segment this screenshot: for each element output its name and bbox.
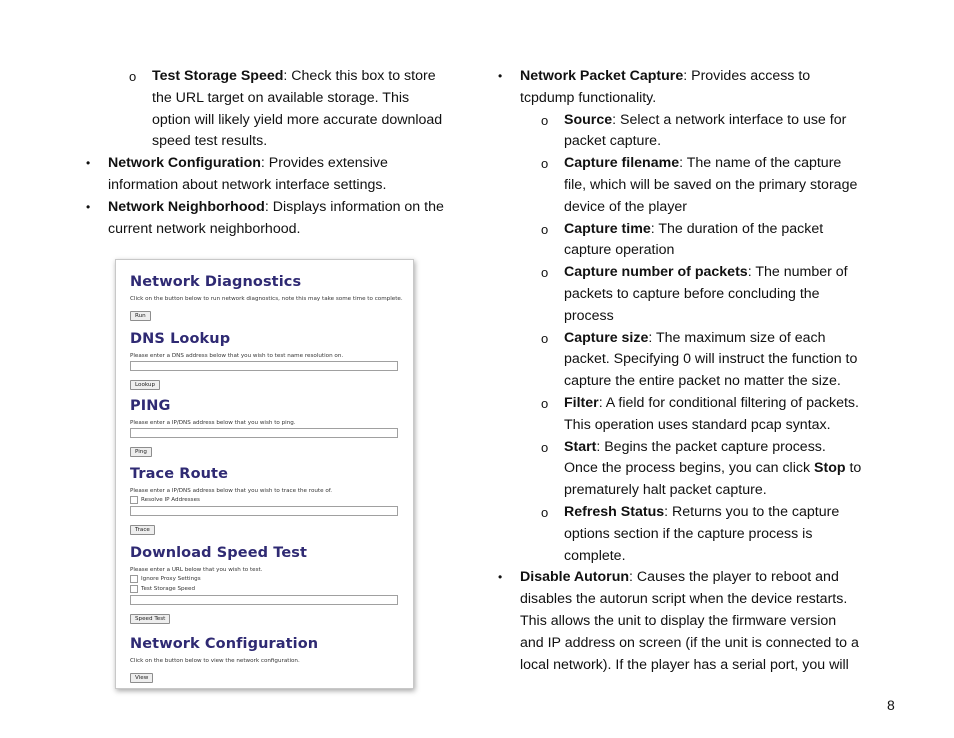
right-column: [498, 66, 878, 676]
dns-section: DNS Lookup Please enter a DNS address below that you wish to test name resolution on. Lookup: [130, 331, 400, 390]
netconf-section: Network Configuration Click on the button below to view the network configuration. View: [130, 636, 400, 683]
view-button[interactable]: View: [130, 673, 153, 683]
list-item: • Disable Autorun: Causes the player to reboot and disables the autorun script when the device restarts. This allows the unit to display the firmware version and IP address on screen (if the unit is connected to a local network). If the player has a serial port, you will: [498, 569, 859, 673]
run-button[interactable]: Run: [130, 311, 151, 321]
bullet: •: [86, 156, 91, 171]
left-column: [86, 66, 466, 240]
list-item: o Capture number of packets: The number of packets to capture before concluding the process: [541, 264, 848, 324]
url-input[interactable]: [130, 595, 398, 605]
sub-bullet: o: [129, 69, 137, 84]
section-title: DNS Lookup: [130, 331, 231, 347]
resolve-ip-checkbox[interactable]: Resolve IP Addresses: [130, 496, 400, 504]
bullet: •: [498, 69, 503, 83]
diag-section: Network Diagnostics Click on the button below to run network diagnostics, note this may take some time to complete. Run: [130, 274, 403, 319]
sub-bullet: o: [541, 265, 549, 281]
speed-test-button[interactable]: Speed Test: [130, 614, 170, 624]
list-item: o Capture filename: The name of the capture file, which will be saved on the primary storage device of the player: [541, 155, 858, 215]
dns-input[interactable]: [130, 361, 398, 371]
checkbox-icon[interactable]: [130, 575, 138, 583]
list-item: o Test Storage Speed: Check this box to store the URL target on available storage. This option will likely yield more accurate download speed test results.: [129, 68, 443, 150]
sub-bullet: o: [541, 112, 549, 128]
sub-bullet: o: [541, 221, 549, 237]
section-title: Network Configuration: [130, 636, 319, 652]
ping-section: PING Please enter a IP/DNS address below that you wish to ping. Ping: [130, 398, 400, 457]
section-title: Network Diagnostics: [130, 274, 302, 290]
trace-section: Trace Route Please enter a IP/DNS address below that you wish to trace the route of. Resolve IP Addresses Trace: [130, 466, 400, 535]
sub-bullet: o: [541, 330, 549, 346]
section-title: Trace Route: [130, 466, 229, 482]
ignore-proxy-checkbox[interactable]: Ignore Proxy Settings: [130, 575, 400, 583]
list-item: • Network Neighborhood: Displays information on the current network neighborhood.: [86, 198, 444, 237]
trace-button[interactable]: Trace: [130, 525, 155, 535]
list-item: o Capture time: The duration of the packet capture operation: [541, 220, 824, 259]
checkbox-icon[interactable]: [130, 585, 138, 593]
list-item: • Network Configuration: Provides extensive information about network interface settings.: [86, 155, 388, 193]
lookup-button[interactable]: Lookup: [130, 380, 160, 390]
page-number: 8: [887, 697, 895, 713]
bullet: •: [86, 199, 91, 214]
test-storage-checkbox[interactable]: Test Storage Speed: [130, 585, 400, 593]
ping-button[interactable]: Ping: [130, 447, 152, 457]
section-title: Download Speed Test: [130, 545, 308, 561]
network-diagnostics-screenshot: [115, 259, 414, 689]
trace-input[interactable]: [130, 506, 398, 516]
download-section: Download Speed Test Please enter a URL below that you wish to test. Ignore Proxy Settings Test Storage Speed Speed Test: [130, 545, 400, 624]
bullet: •: [498, 570, 503, 585]
sub-bullet: o: [541, 156, 549, 172]
sub-bullet: o: [541, 504, 549, 520]
list-item: • Network Packet Capture: Provides access to tcpdump functionality.: [498, 68, 811, 106]
section-title: PING: [130, 398, 171, 414]
list-item: o Source: Select a network interface to use for packet capture.: [541, 111, 847, 150]
list-item: o Refresh Status: Returns you to the capture options section if the capture process is complete.: [541, 503, 840, 564]
sub-bullet: o: [541, 439, 549, 455]
list-item: o Filter: A field for conditional filtering of packets. This operation uses standard pcap syntax.: [541, 394, 859, 433]
sub-bullet: o: [541, 395, 549, 411]
ping-input[interactable]: [130, 428, 398, 438]
list-item: o Start: Begins the packet capture process. Once the process begins, you can click Stop to prematurely halt packet capture.: [541, 438, 862, 499]
checkbox-icon[interactable]: [130, 496, 138, 504]
list-item: o Capture size: The maximum size of each packet. Specifying 0 will instruct the function to capture the entire packet no matter the size.: [541, 329, 858, 390]
